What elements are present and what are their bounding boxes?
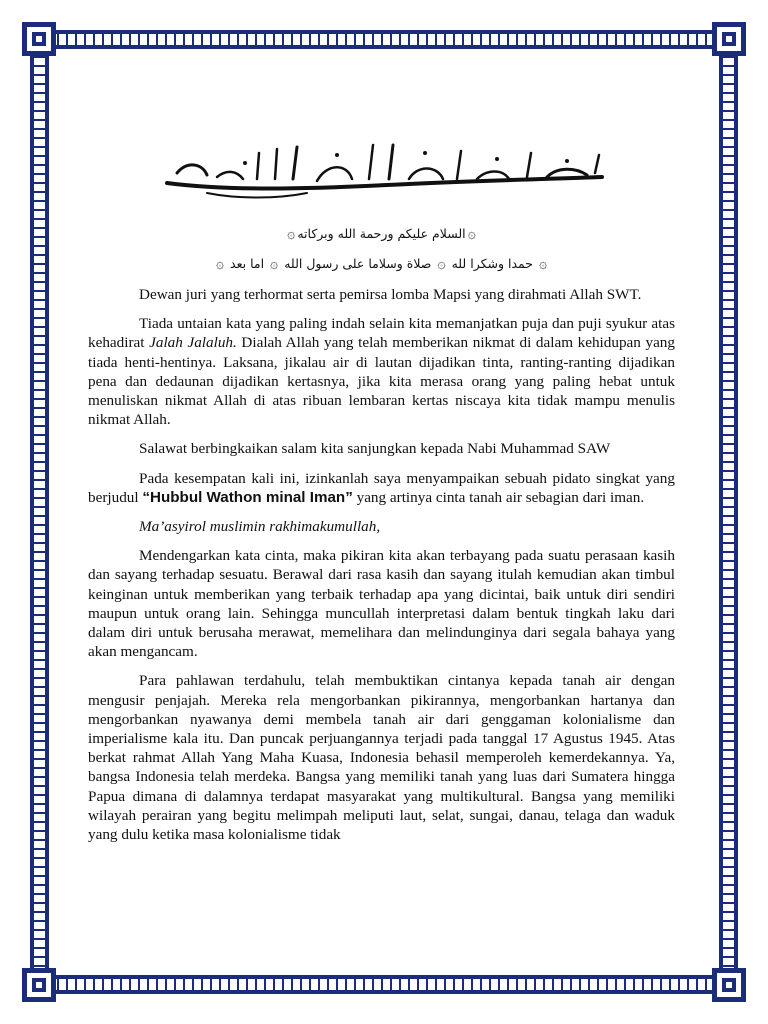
- ornament-icon: ۞: [270, 256, 279, 272]
- arabic-praise: [88, 255, 675, 273]
- border-top: [46, 30, 722, 49]
- speech-title: “Hubbul Wathon minal Iman”: [142, 488, 353, 506]
- paragraph-praise-italic: Jalah Jalaluh.: [149, 334, 237, 352]
- paragraph-topic-text: Pada kesempatan kali ini, izinkanlah saya menyampaikan sebuah pidato singkat yang berjudul: [88, 469, 675, 506]
- paragraph-heroes: Para pahlawan terdahulu, telah membuktikan cintanya kepada tanah air dengan mengusir penjajah. Mereka rela mengorbankan pikirannya, mengorbankan hartanya dan mengorbankan nyawanya demi membela tanah air dari genggaman kolonialisme dan imperialisme kala itu. Dan puncak perjuangannya terjadi pada tanggal 17 Agustus 1945. Atas berkat rahmat Allah Yang Maha Kuasa, Indonesia behasil memperoleh kemerdekannya. Ya, bangsa Indonesia telah merdeka. Bangsa yang memiliki tanah yang luas dari Sumatera hingga Papua dimana di dalamnya terdapat masyarakat yang multikultural. Bangsa yang memiliki wilayah perairan yang begitu melimpah meliputi laut, selat, sungai, danau, telaga dan waduk yang dulu ketika masa kolonialisme tidak: [88, 672, 675, 844]
- corner-ornament-bottom-left: [22, 968, 56, 1002]
- ornament-icon: ۞: [437, 256, 446, 272]
- praise-segment-3: اما بعد: [230, 256, 265, 271]
- document-body: [88, 110, 675, 854]
- corner-ornament-bottom-right: [712, 968, 746, 1002]
- ornament-icon: ۞: [287, 226, 296, 242]
- praise-segment-1: حمدا وشكرا لله: [451, 256, 533, 271]
- basmala-calligraphy: [88, 110, 675, 225]
- paragraph-praise: [88, 314, 675, 429]
- paragraph-opening: Dewan juri yang terhormat serta pemirsa lomba Mapsi yang dirahmati Allah SWT.: [139, 286, 642, 303]
- basmala-calligraphy-icon: [147, 133, 617, 203]
- praise-segment-2: صلاة وسلاما على رسول الله: [284, 256, 432, 271]
- paragraph-praise-text: Tiada untaian kata yang paling indah selain kita memanjatkan puja dan puji syukur atas kehadirat: [88, 315, 675, 352]
- ornament-icon: ۞: [215, 256, 225, 272]
- paragraph-salawat: Salawat berbingkaikan salam kita sanjungkan kepada Nabi Muhammad SAW: [139, 440, 611, 458]
- border-right: [719, 46, 738, 978]
- salutation: Ma’asyirol muslimin rakhimakumullah,: [139, 518, 381, 536]
- border-bottom: [46, 975, 722, 994]
- corner-ornament-top-left: [22, 22, 56, 56]
- paragraph-love: Mendengarkan kata cinta, maka pikiran kita akan terbayang pada suatu perasaan kasih dan sayang terhadap sesuatu. Berawal dari rasa kasih dan sayang itulah kemudian akan timbul keinginan untuk memberikan yang terbaik terhadap apa yang dicintai, baik untuk diri sendiri maupun untuk orang lain. Sehingga muncullah interpretasi dalam bentuk tingkah laku dari dalam diri untuk berusaha merawat, memelihara dan melindunginya dari segala bahaya yang akan mengancam.: [88, 547, 675, 661]
- arabic-greeting: [88, 225, 675, 243]
- ornament-icon: ۞: [467, 226, 476, 242]
- ornament-icon: ۞: [538, 256, 548, 272]
- paragraph-praise-text-rest: Dialah Allah yang telah memberikan nikmat di dalam kehidupan yang tiada henti-hentinya. Laksana, jikalau air di lautan dijadikan tinta, ranting-ranting dijadikan pena dan dedaunan dijadikan kertasnya, jika kita merasa orang yang paling hebat untuk menuliskan nikmat Allah di atas ribuan lembaran kertas niscaya kita tidak mampu menulis nikmat Allah.: [88, 334, 675, 429]
- border-left: [30, 46, 49, 978]
- paragraph-topic-text-rest: yang artinya cinta tanah air sebagian dari iman.: [352, 488, 645, 506]
- corner-ornament-top-right: [712, 22, 746, 56]
- paragraph-topic: [88, 469, 675, 507]
- greeting-text: السلام عليكم ورحمة الله وبركاته: [297, 226, 466, 241]
